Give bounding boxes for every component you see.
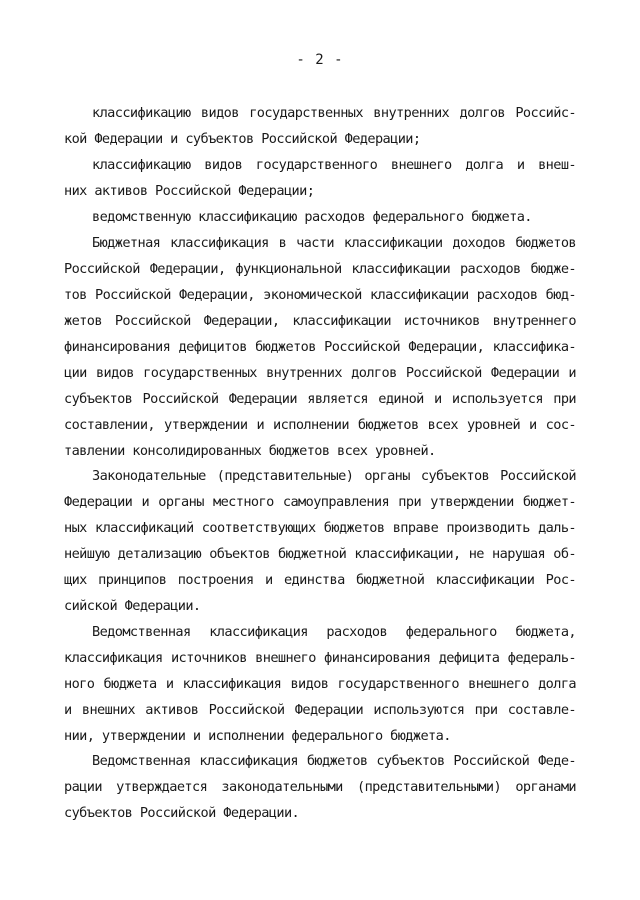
text-line: Федерации и органы местного самоуправления при утверждении бюджет-: [64, 494, 576, 510]
text-line: классификацию видов государственных внутренних долгов Российс-: [92, 105, 576, 121]
text-line: Ведомственная классификация расходов федерального бюджета,: [92, 624, 576, 640]
text-line: щих принципов построения и единства бюджетной классификации Рос-: [64, 572, 576, 588]
text-line: них активов Российской Федерации;: [64, 183, 315, 199]
text-line: субъектов Российской Федерации является единой и используется при: [64, 391, 576, 407]
text-line: Российской Федерации, функциональной классификации расходов бюдже-: [64, 261, 576, 277]
text-line: ного бюджета и классификация видов государственного внешнего долга: [64, 676, 576, 692]
text-line: ных классификаций соответствующих бюджетов вправе производить даль-: [64, 520, 576, 536]
text-line: субъектов Российской Федерации.: [64, 805, 300, 821]
text-line: классификацию видов государственного внешнего долга и внеш-: [92, 157, 576, 173]
text-line: и внешних активов Российской Федерации используются при составле-: [64, 702, 576, 718]
text-line: тавлении консолидированных бюджетов всех уровней.: [64, 443, 436, 459]
text-line: ведомственную классификацию расходов федерального бюджета.: [92, 209, 532, 225]
text-line: жетов Российской Федерации, классификации источников внутреннего: [64, 313, 576, 329]
page-number: - 2 -: [296, 52, 344, 68]
text-line: классификация источников внешнего финансирования дефицита федераль-: [64, 650, 576, 666]
text-line: сийской Федерации.: [64, 598, 201, 614]
text-line: кой Федерации и субъектов Российской Федерации;: [64, 131, 421, 147]
text-line: Бюджетная классификация в части классификации доходов бюджетов: [92, 235, 576, 251]
text-line: Законодательные (представительные) органы субъектов Российской: [92, 468, 576, 484]
text-line: составлении, утверждении и исполнении бюджетов всех уровней и сос-: [64, 417, 576, 433]
text-line: рации утверждается законодательными (представительными) органами: [64, 779, 576, 795]
text-line: Ведомственная классификация бюджетов субъектов Российской Феде-: [92, 753, 576, 769]
text-line: нии, утверждении и исполнении федерального бюджета.: [64, 728, 451, 744]
text-line: ции видов государственных внутренних долгов Российской Федерации и: [64, 365, 576, 381]
text-line: тов Российской Федерации, экономической классификации расходов бюд-: [64, 287, 576, 303]
text-line: финансирования дефицитов бюджетов Российской Федерации, классифика-: [64, 339, 576, 355]
text-line: нейшую детализацию объектов бюджетной классификации, не нарушая об-: [64, 546, 576, 562]
